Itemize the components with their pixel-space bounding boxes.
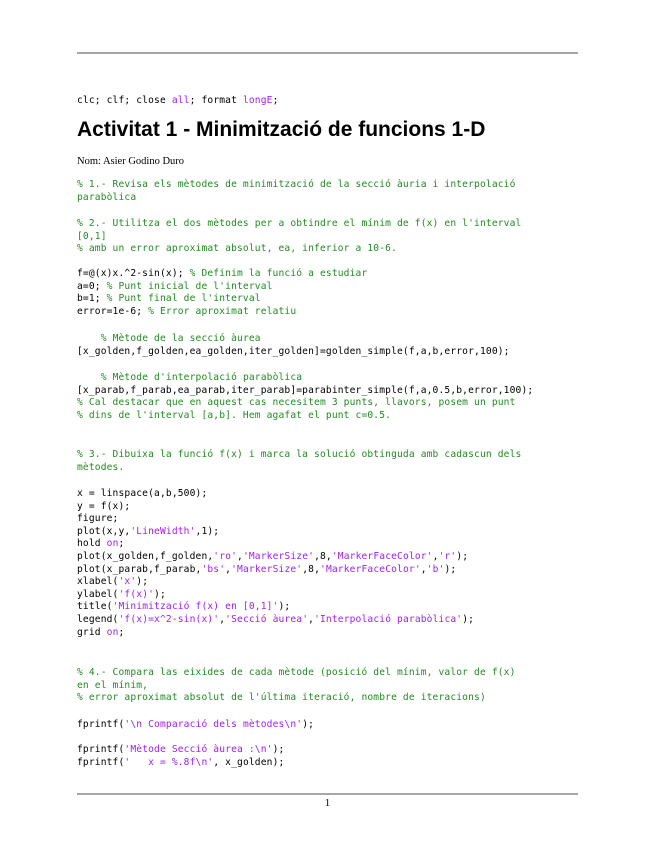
code-comment: % Definim la funció a estudiar: [189, 268, 368, 279]
code-string: 'f(x)=x^2-sin(x)': [118, 613, 220, 625]
code-string: 'Interpolació parabòlica': [314, 613, 463, 625]
code-line: [77, 449, 577, 462]
code-keyword: longE: [242, 95, 273, 106]
code-comment: en el mínim,: [77, 679, 149, 691]
code-text: a=0;: [77, 280, 107, 292]
code-text: [x_parab,f_parab,ea_parab,iter_parab]=parabinter_simple(f,a,0.5,b,error,100);: [77, 384, 534, 396]
code-line: [77, 192, 577, 205]
code-string: 'MarkerFaceColor': [331, 550, 433, 562]
code-text: fprintf(: [77, 719, 125, 730]
code-comment: % dins de l'interval [a,b]. Hem agafat el punt c=0.5.: [77, 409, 392, 421]
code-text: ,: [219, 613, 226, 625]
code-line: [77, 551, 577, 564]
code-text: legend(: [77, 613, 119, 625]
code-line: [77, 179, 577, 192]
code-string: 'MarkerFaceColor': [320, 563, 421, 575]
code-comment: % 4.- Compara las eixides de cada mètode (posició del mínim, valor de f(x): [77, 667, 516, 678]
code-text: ;: [118, 626, 125, 638]
code-text: clc; clf; close: [77, 95, 172, 106]
code-text: b=1;: [77, 293, 107, 305]
code-line: [77, 385, 577, 398]
code-text: );: [278, 601, 291, 613]
code-text: ,: [225, 563, 232, 575]
code-text: fprintf(: [77, 756, 125, 768]
code-comment: % Cal destacar que en aquest cas necesitem 3 punts, llavors, posem un punt: [77, 397, 516, 409]
code-comment: % 3.- Dibuixa la funció f(x) i marca la solució obtinguda amb cadascun dels: [77, 449, 522, 460]
code-line: [77, 680, 577, 693]
code-text: grid: [77, 626, 107, 638]
code-text: ;: [272, 95, 279, 106]
code-string: 'MarkerSize': [231, 563, 303, 575]
code-text: [77, 333, 101, 344]
code-line: [77, 692, 577, 705]
code-line: [77, 306, 577, 319]
code-comment: % amb un error aproximat absolut, ea, inferior a 10-6.: [77, 243, 397, 255]
code-line: [77, 589, 577, 602]
comment-step-1: [77, 179, 577, 204]
code-text: plot(x,y,: [77, 525, 131, 537]
code-text: y = f(x);: [77, 500, 131, 512]
code-text: title(: [77, 601, 113, 613]
code-comment: % Mètode de la secció àurea: [100, 333, 261, 344]
code-string: 'ro': [213, 550, 238, 562]
code-line: [77, 372, 577, 385]
code-line: [77, 281, 577, 294]
code-text: );: [444, 563, 457, 575]
code-string: 'Minimització f(x) en [0,1]': [112, 601, 279, 613]
code-text: ,: [308, 613, 315, 625]
code-text: ,8,: [302, 563, 321, 575]
code-setup: [77, 95, 577, 108]
code-string: 'b': [426, 563, 445, 575]
code-function-definition: [77, 268, 577, 318]
code-line: [77, 397, 577, 410]
code-text: ;: [118, 538, 125, 550]
header-rule: [77, 52, 578, 54]
code-line: [77, 95, 577, 108]
page-number: 1: [324, 797, 331, 809]
code-comment: % Error aproximat relatiu: [148, 305, 297, 317]
code-text: plot(x_parab,f_parab,: [77, 563, 202, 575]
code-keyword: on: [106, 538, 119, 550]
code-text: xlabel(: [77, 576, 119, 588]
code-string: 'x': [118, 576, 137, 588]
code-text: ; format: [189, 95, 243, 106]
code-text: ylabel(: [77, 588, 119, 600]
code-line: [77, 614, 577, 627]
code-line: [77, 627, 577, 640]
code-fprintf-header: [77, 719, 577, 732]
comment-step-4: [77, 667, 577, 705]
code-line: [77, 719, 577, 732]
code-line: [77, 293, 577, 306]
code-comment: % error aproximat absolut de l'última iteració, nombre de iteracions): [77, 692, 486, 704]
code-line: [77, 538, 577, 551]
code-line: [77, 333, 577, 346]
code-line: [77, 501, 577, 514]
code-text: [x_golden,f_golden,ea_golden,iter_golden]=golden_simple(f,a,b,error,100);: [77, 345, 510, 357]
code-comment: mètodes.: [77, 461, 125, 473]
code-keyword: on: [106, 626, 119, 638]
code-line: [77, 346, 577, 359]
code-string: 'r': [438, 550, 457, 562]
code-line: [77, 601, 577, 614]
code-line: [77, 513, 577, 526]
code-comment: [0,1]: [77, 230, 107, 242]
code-line: [77, 667, 577, 680]
code-line: [77, 268, 577, 281]
code-line: [77, 757, 577, 770]
code-text: hold: [77, 538, 107, 550]
code-parabolic-interpolation: [77, 372, 577, 422]
code-text: );: [456, 550, 469, 562]
code-string: '\n Comparació dels mètodes\n': [124, 719, 303, 730]
code-text: x = linspace(a,b,500);: [77, 488, 208, 499]
code-line: [77, 744, 577, 757]
code-comment: % Mètode d'interpolació parabòlica: [100, 372, 303, 383]
code-text: );: [272, 744, 285, 755]
code-text: );: [136, 576, 149, 588]
code-text: ,: [237, 550, 243, 562]
code-string: 'MarkerSize': [242, 550, 315, 562]
code-comment: % Punt inicial de l'interval: [106, 280, 273, 292]
code-comment: % 2.- Utilitza el dos mètodes per a obtindre el mínim de f(x) en l'interval: [77, 218, 522, 229]
code-string: 'Mètode Secció àurea :\n': [124, 744, 273, 755]
code-comment: % 1.- Revisa els mètodes de minimització de la secció àuria i interpolació: [77, 179, 516, 190]
code-string: 'LineWidth': [130, 525, 196, 537]
code-line: [77, 231, 577, 244]
code-line: [77, 564, 577, 577]
code-text: error=1e-6;: [77, 305, 149, 317]
code-text: );: [302, 719, 315, 730]
code-text: figure;: [77, 513, 119, 525]
code-string: 'f(x)': [118, 588, 155, 600]
code-text: ,1);: [195, 525, 220, 537]
code-text: fprintf(: [77, 744, 125, 755]
code-text: ,8,: [314, 550, 332, 562]
code-line: [77, 218, 577, 231]
code-golden-section: [77, 333, 577, 358]
code-text: ,: [432, 550, 439, 562]
code-fprintf-golden: [77, 744, 577, 769]
code-comment: % Punt final de l'interval: [106, 293, 261, 305]
code-string: 'Secció àurea': [225, 613, 309, 625]
code-text: f=@(x)x.^2-sin(x);: [77, 268, 190, 279]
code-line: [77, 462, 577, 475]
code-line: [77, 410, 577, 423]
code-keyword: all: [171, 95, 190, 106]
code-line: [77, 526, 577, 539]
code-text: [77, 372, 101, 383]
code-string: 'bs': [201, 563, 226, 575]
code-line: [77, 243, 577, 256]
author-name: Nom: Asier Godino Duro: [77, 156, 185, 167]
code-plot: [77, 488, 577, 639]
code-text: );: [154, 588, 166, 600]
comment-step-3: [77, 449, 577, 474]
code-line: [77, 576, 577, 589]
comment-step-2: [77, 218, 577, 256]
document-title: Activitat 1 - Minimització de funcions 1-D: [77, 118, 486, 141]
code-line: [77, 488, 577, 501]
footer-rule: [77, 793, 578, 795]
code-text: plot(x_golden,f_golden,: [77, 550, 214, 562]
code-text: );: [462, 613, 475, 625]
code-string: ' x = %.8f\n': [124, 756, 214, 768]
code-text: , x_golden);: [213, 756, 285, 768]
code-text: ,: [420, 563, 427, 575]
code-comment: parabòlica: [77, 191, 137, 203]
